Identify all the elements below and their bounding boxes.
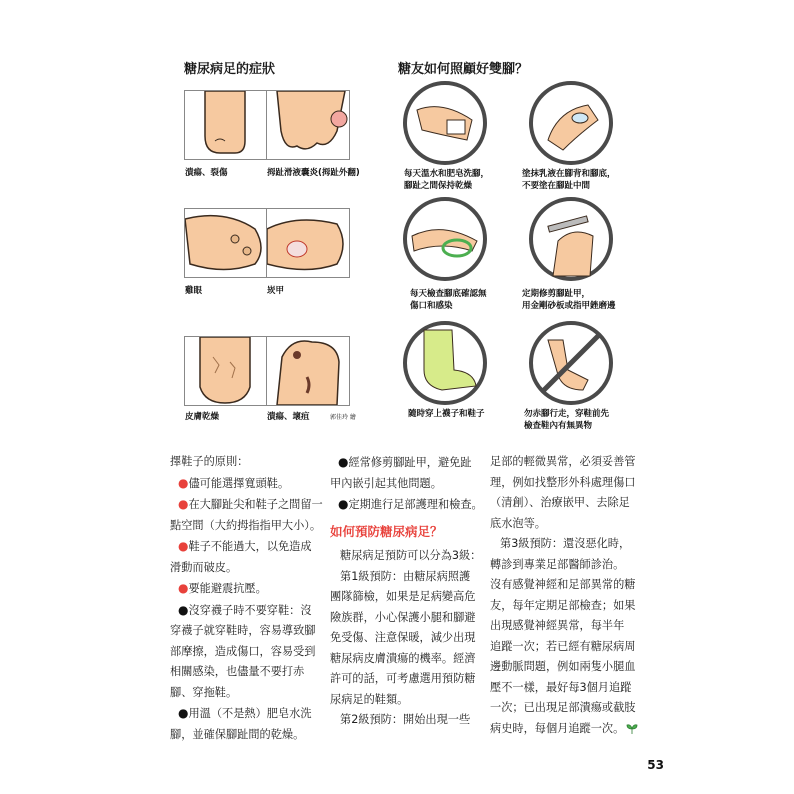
body-line: ●沒穿襪子時不要穿鞋：沒 bbox=[178, 602, 312, 617]
body-column-3 bbox=[490, 452, 638, 739]
symptom-caption: 拇趾滑液囊炎(拇趾外翻) bbox=[267, 168, 360, 178]
body-line: 穿襪子就穿鞋時，容易導致腳 bbox=[170, 624, 316, 637]
body-line: 壓不一樣，最好每3個月追蹤 bbox=[490, 680, 632, 694]
body-line: （清創）、治療嵌甲、去除足 bbox=[490, 496, 630, 509]
body-line: ●要能避震抗壓。 bbox=[178, 581, 267, 595]
symptom-image-ingrown-nail bbox=[266, 208, 350, 278]
leaf-icon bbox=[626, 723, 638, 735]
body-column-2 bbox=[330, 452, 483, 731]
care-caption: 定期修剪腳趾甲， 用金剛砂板或指甲銼磨邊 bbox=[522, 289, 616, 311]
body-line: 團隊篩檢，如果是足病變高危 bbox=[330, 590, 476, 603]
body-line: 沒有感覺神經和足部異常的糖 bbox=[490, 578, 636, 591]
body-line: 第3級預防：還沒惡化時， bbox=[500, 537, 631, 550]
symptom-caption: 潰瘍、裂傷 bbox=[185, 168, 228, 178]
body-column-1 bbox=[170, 452, 323, 745]
symptom-image-ulcer bbox=[184, 90, 268, 160]
symptom-caption: 潰瘍、壞疽 bbox=[267, 412, 310, 422]
body-line: 腳、穿拖鞋。 bbox=[170, 685, 238, 699]
care-image-wash bbox=[402, 80, 488, 166]
page-number: 53 bbox=[647, 758, 664, 772]
body-line: 尿病足的鞋類。 bbox=[330, 692, 409, 706]
body-line: 腳，並確保腳趾間的乾燥。 bbox=[170, 727, 305, 741]
body-line: ●定期進行足部護理和檢查。 bbox=[338, 497, 483, 511]
body-line: 邊動脈問題，例如兩隻小腿血 bbox=[490, 660, 636, 673]
care-caption: 隨時穿上襪子和鞋子 bbox=[408, 409, 485, 419]
symptom-image-gangrene bbox=[266, 336, 350, 406]
body-line: ●用溫（不是熱）肥皂水洗 bbox=[178, 706, 312, 720]
body-line: ●在大腳趾尖和鞋子之間留一 bbox=[178, 497, 323, 511]
care-caption: 塗抹乳液在腳背和腳底， 不要塗在腳趾中間 bbox=[522, 169, 616, 191]
body-line: 險族群，小心保護小腿和腳避 bbox=[330, 610, 476, 624]
care-caption: 每天溫水和肥皂洗腳， 腳趾之間保持乾燥 bbox=[404, 169, 490, 191]
body-line: ●經常修剪腳趾甲，避免趾 bbox=[338, 455, 472, 469]
body-line: 一次；已出現足部潰瘍或截肢 bbox=[490, 701, 636, 714]
body-line: 滑動而破皮。 bbox=[170, 560, 238, 574]
symptom-image-bunion bbox=[266, 90, 350, 160]
body-line: 出現感覺神經異常，每半年 bbox=[490, 619, 625, 632]
symptom-caption: 皮膚乾燥 bbox=[185, 412, 220, 422]
care-image-check-sole bbox=[402, 196, 488, 282]
symptoms-heading: 糖尿病足的症狀 bbox=[184, 62, 276, 77]
symptom-caption: 雞眼 bbox=[185, 286, 203, 296]
care-image-trim-nails bbox=[528, 196, 614, 282]
care-caption: 勿赤腳行走，穿鞋前先 檢查鞋內有無異物 bbox=[524, 409, 610, 431]
body-line: ●鞋子不能過大，以免造成 bbox=[178, 539, 312, 553]
body-line: 糖尿病皮膚潰瘍的機率。經濟 bbox=[330, 651, 476, 665]
body-line: 甲內嵌引起其他問題。 bbox=[330, 476, 442, 490]
body-line: 糖尿病足預防可以分為3級： bbox=[340, 549, 482, 562]
body-line: 免受傷、注意保暖，減少出現 bbox=[330, 631, 476, 644]
body-line: 第2級預防：開始出現一些 bbox=[340, 713, 471, 726]
symptom-image-corn bbox=[184, 208, 268, 278]
body-line: 點空間（大約拇指指甲大小）。 bbox=[170, 518, 322, 532]
body-line: 底水泡等。 bbox=[490, 516, 546, 530]
body-line: 部摩擦，造成傷口，容易受到 bbox=[170, 644, 316, 658]
care-caption: 每天檢查腳底確認無 傷口和感染 bbox=[410, 289, 487, 311]
care-image-no-barefoot bbox=[528, 320, 614, 406]
symptom-image-dry-skin bbox=[184, 336, 268, 406]
body-line: 擇鞋子的原則： bbox=[170, 455, 249, 468]
illustrator-credit: 郭佳玲 繪 bbox=[330, 414, 356, 421]
care-heading: 糖友如何照顧好雙腳？ bbox=[398, 62, 529, 77]
body-line: 轉診到專業足部醫師診治。 bbox=[490, 557, 625, 571]
body-line: 足部的輕微異常，必須妥善管 bbox=[490, 455, 636, 468]
body-line: 病史時，每個月追蹤一次。 bbox=[490, 719, 638, 740]
care-image-socks bbox=[402, 320, 488, 406]
section-title: 如何預防糖尿病足？ bbox=[330, 523, 443, 539]
body-line: 友，每年定期足部檢查；如果 bbox=[490, 598, 636, 612]
care-image-lotion bbox=[528, 80, 614, 166]
symptom-caption: 崁甲 bbox=[267, 286, 285, 296]
body-line: 追蹤一次；若已經有糖尿病周 bbox=[490, 639, 636, 653]
body-line: 相關感染，也儘量不要打赤 bbox=[170, 665, 305, 678]
body-line: 理，例如找整形外科處理傷口 bbox=[490, 475, 636, 489]
body-line: 第1級預防：由糖尿病照護 bbox=[340, 569, 471, 583]
body-line: 許可的話，可考慮選用預防糖 bbox=[330, 672, 476, 685]
body-line: ●儘可能選擇寬頭鞋。 bbox=[178, 475, 290, 490]
